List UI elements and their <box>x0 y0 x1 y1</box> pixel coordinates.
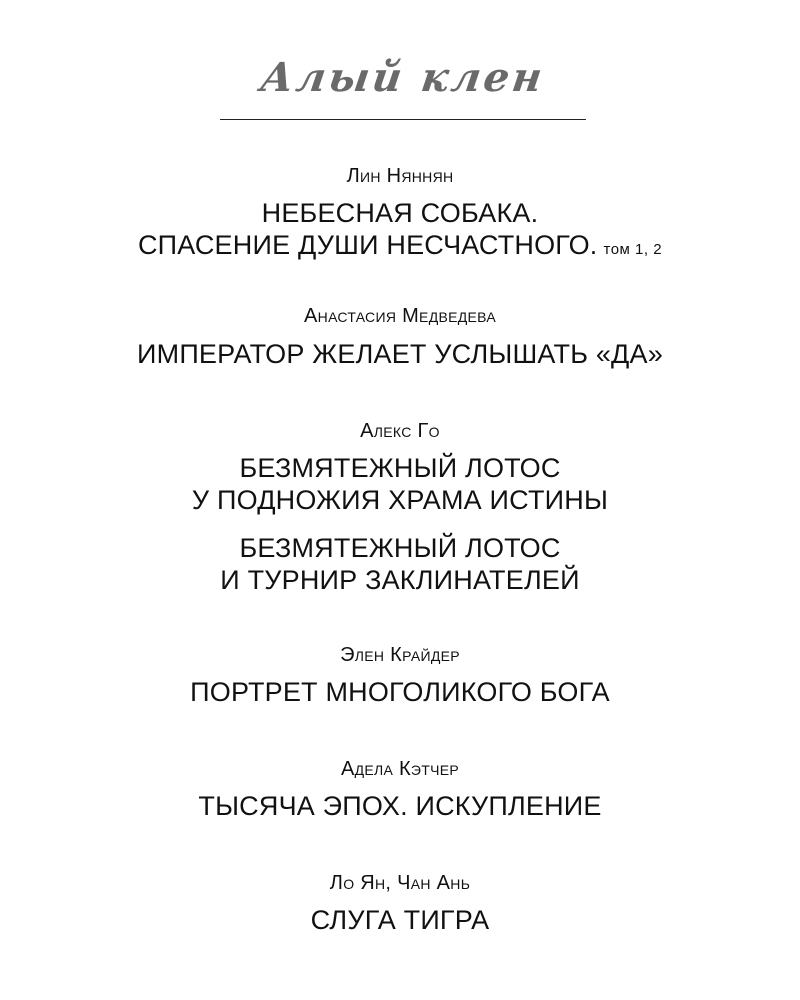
book-title-line-text: СПАСЕНИЕ ДУШИ НЕСЧАСТНОГО. <box>137 230 598 260</box>
book-title-line <box>0 229 800 266</box>
book-title-line: И ТУРНИР ЗАКЛИНАТЕЛЕЙ <box>220 565 580 595</box>
volume-note: том 1, 2 <box>603 241 663 258</box>
author-name: Адела Кэтчер <box>340 758 460 780</box>
book-title-line: ТЫСЯЧА ЭПОХ. ИСКУПЛЕНИЕ <box>198 791 602 821</box>
series-logo-text: Алый клен <box>257 53 549 101</box>
book-title <box>0 452 800 516</box>
book-title <box>0 532 800 596</box>
book-title-line: ПОРТРЕТ МНОГОЛИКОГО БОГА <box>190 677 610 707</box>
book-title-line: НЕБЕСНАЯ СОБАКА. <box>261 198 539 228</box>
author-name: Элен Крайдер <box>340 644 460 666</box>
book-title <box>0 904 800 936</box>
book-title-line: БЕЗМЯТЕЖНЫЙ ЛОТОС <box>239 533 561 563</box>
book-title <box>0 676 800 708</box>
book-title <box>0 197 800 266</box>
author-name: Лин Няннян <box>346 165 454 187</box>
book-title <box>0 338 800 370</box>
book-title <box>0 790 800 822</box>
series-logo <box>220 46 586 108</box>
book-title-line: У ПОДНОЖИЯ ХРАМА ИСТИНЫ <box>191 485 609 515</box>
book-title-line: БЕЗМЯТЕЖНЫЙ ЛОТОС <box>239 453 561 483</box>
author-name: Ло Ян, Чан Ань <box>329 872 471 894</box>
book-title-line: ИМПЕРАТОР ЖЕЛАЕТ УСЛЫШАТЬ «ДА» <box>137 339 663 369</box>
author-name: Алекс Го <box>360 420 440 442</box>
divider-rule <box>220 119 586 120</box>
book-title-line: СЛУГА ТИГРА <box>310 905 490 935</box>
author-name: Анастасия Медведева <box>304 305 496 327</box>
